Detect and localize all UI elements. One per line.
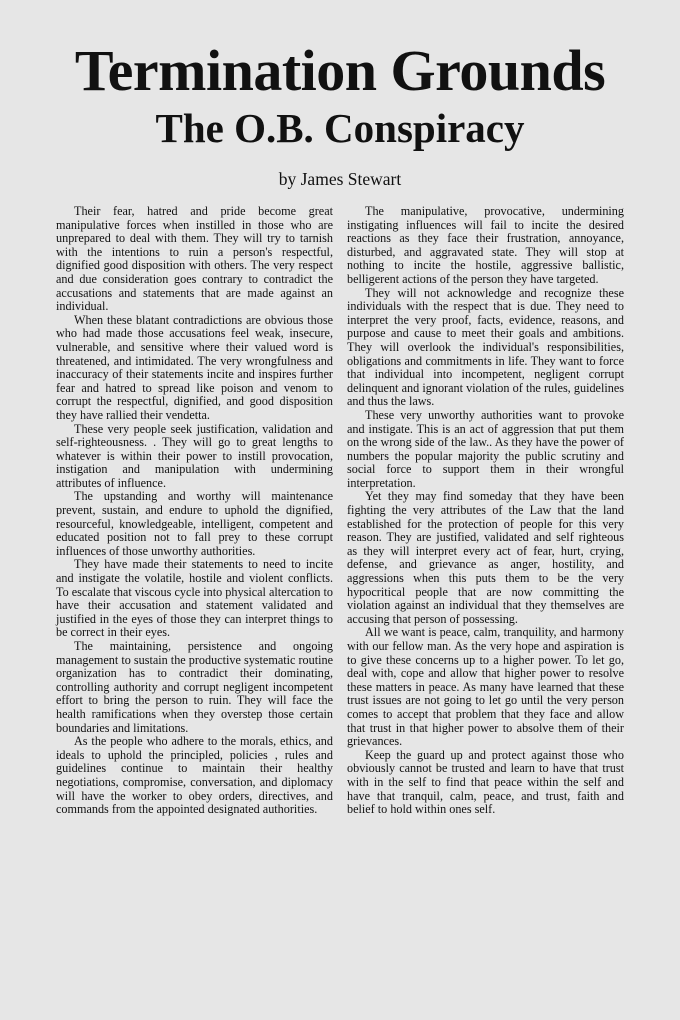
column-left (56, 205, 333, 817)
paragraph: They will not acknowledge and recognize these individuals with the respect that is due. They need to interpret the very proof, facts, evidence, reasons, and purpose and cause to meet their goals and ambitions. They will overlook the individual's responsibilities, obligations and commitments in life. They want to force that individual into incompetent, negligent corrupt delinquent and ignorant violation of the rules, guidelines and thus the laws. (347, 285, 624, 409)
paragraph: These very people seek justification, validation and self-righteousness. . They will go to great lengths to whatever is within their power to instill provocation, instigation and manipulation with undermining attributes of influence. (56, 421, 333, 490)
paragraph: These very unworthy authorities want to provoke and instigate. This is an act of aggression that put them on the wrong side of the law.. As they have the power of numbers the popular majority the public scrutiny and social force to support them in their wrongful interpretation. (347, 407, 624, 490)
column-right (347, 205, 624, 817)
paragraph: Their fear, hatred and pride become great manipulative forces when instilled in those who are unprepared to deal with them. They will try to tarnish with the intentions to ruin a person's respectful, dignified good disposition with others. The very respect and due consideration goes contrary to contradict the accusations and statements that are made against an individual. (56, 204, 333, 314)
article-title: Termination Grounds (74, 38, 606, 103)
paragraph: They have made their statements to need to incite and instigate the volatile, hostile and violent conflicts. To escalate that viscous cycle into physical altercation to have their accusation and statement validated and justified in the eyes of those they can interpret things to be correct in their eyes. (56, 557, 333, 640)
paragraph: Yet they may find someday that they have been fighting the very attributes of the Law that the land established for the protection of people for this very reason. They are justified, validated and self righteous as they will interpret every act of fear, hurt, crying, defense, and grievance as anger, hostility, and aggressions when this puts them to be the very hypocritical people that are now committing the violation against an individual that they themselves are accusing that person of possessing. (347, 489, 624, 626)
byline: by James Stewart (278, 169, 402, 189)
paragraph: The upstanding and worthy will maintenance prevent, sustain, and endure to uphold the dignified, resourceful, knowledgeable, intelligent, competent and educated position not to fall prey to these corrupt influences of those unworthy authorities. (56, 489, 333, 558)
paragraph: When these blatant contradictions are obvious those who had made those accusations feel weak, insecure, vulnerable, and sensitive where their valued word is threatened, and intimidated. The very wrongfulness and inaccuracy of their statements incite and inspires further fear and hatred to spread like poison and venom to corrupt the respectful, dignified, and good disposition they have rallied their vendetta. (56, 312, 333, 422)
paragraph: The maintaining, persistence and ongoing management to sustain the productive systematic routine organization has to contradict their dominating, controlling authority and corrupt negligent incompetent effort to bring the person to ruin. They will face the health ramifications when they overstep those certain boundaries and limitations. (56, 639, 333, 735)
paragraph: All we want is peace, calm, tranquility, and harmony with our fellow man. As the very hope and aspiration is to give these concerns up to a higher power. To let go, deal with, cope and allow that higher power to resolve these matters in peace. As many have learned that these trust issues are not going to let go until the very person comes to accept that problem that they face and allow that trust in that higher power to absolve them of their grievances. (347, 625, 624, 749)
paragraph: As the people who adhere to the morals, ethics, and ideals to uphold the principled, policies , rules and guidelines continue to maintain their healthy negotiations, compromise, conversation, and diplomacy will have the worker to obey orders, directives, and commands from the appointed designated authorities. (56, 734, 333, 817)
paragraph: Keep the guard up and protect against those who obviously cannot be trusted and learn to have that trust with in the self to find that peace within the self and have that tranquil, calm, peace, and trust, faith and belief to hold within ones self. (347, 747, 624, 817)
article-body (56, 205, 624, 817)
paragraph: The manipulative, provocative, undermining instigating influences will fail to incite the desired reactions as they face their frustration, annoyance, disturbed, and aggravated state. They will stop at nothing to incite the hostile, aggressive ballistic, belligerent actions of the person they have targeted. (347, 204, 624, 286)
article-subtitle: The O.B. Conspiracy (155, 105, 525, 151)
